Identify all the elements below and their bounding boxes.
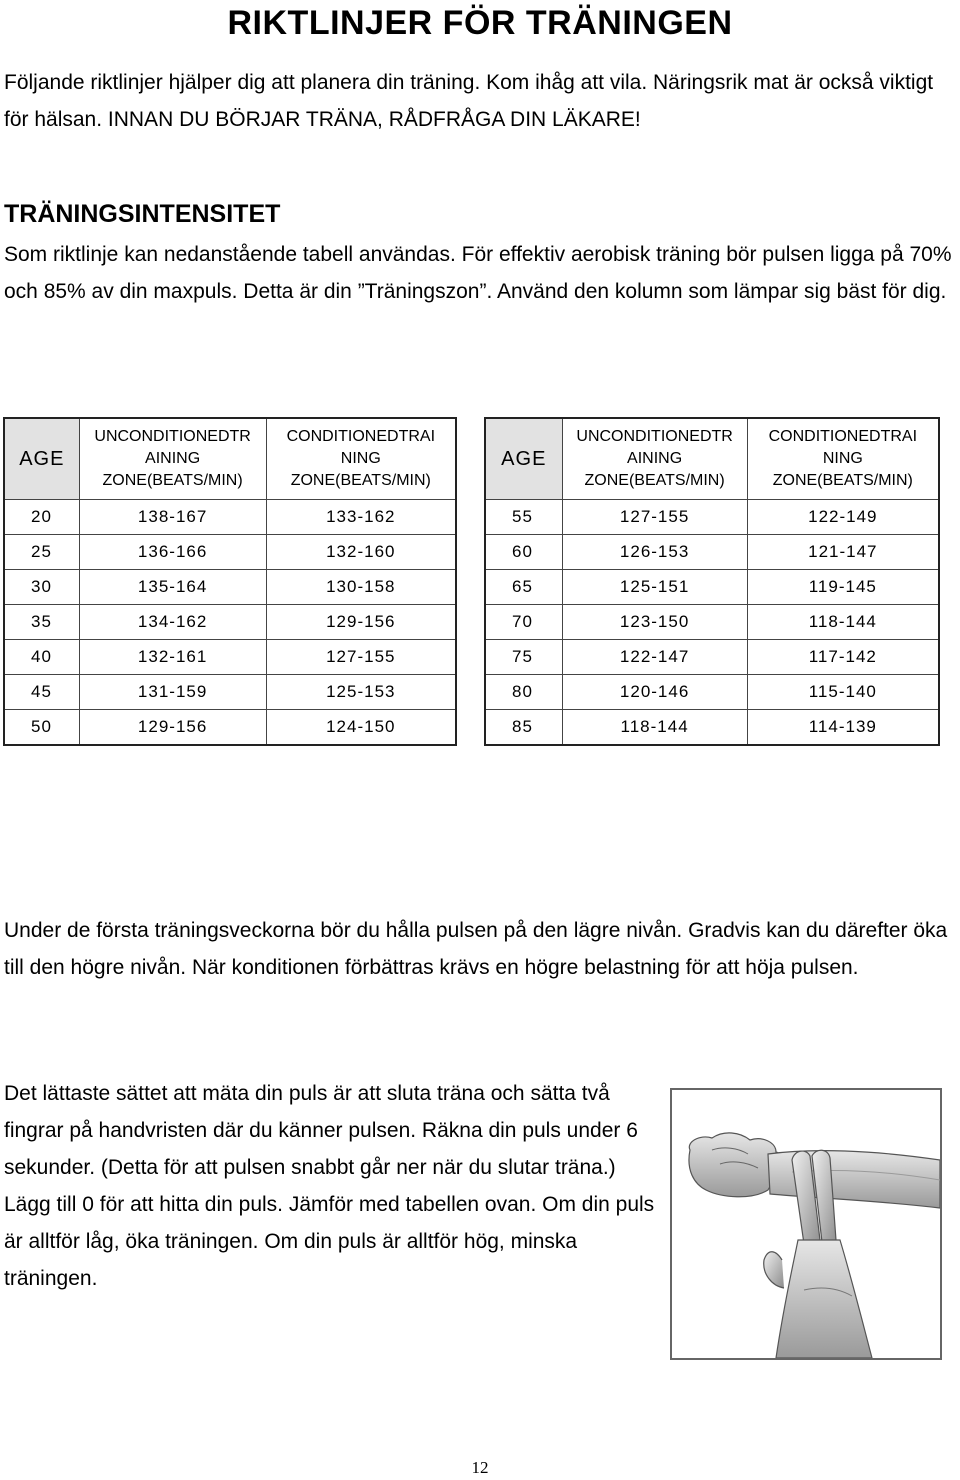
unconditioned-cell: 123-150	[563, 604, 748, 639]
age-cell: 70	[486, 604, 563, 639]
pulse-paragraph: Det lättaste sättet att mäta din puls är att sluta träna och sätta två fingrar på handvristen där du känner pulsen. Räkna din puls under 6 sekunder. (Detta för att pulsen snabbt går ner när du slutar träna.) Lägg till 0 för att hitta din puls. Jämför med tabellen ovan. Om din puls är alltför låg, öka träningen. Om din puls är alltför hög, minska träningen.	[4, 1082, 655, 1290]
header-line: ZONE(BEATS/MIN)	[772, 472, 913, 489]
age-header: AGE	[486, 419, 563, 499]
unconditioned-cell: 122-147	[563, 639, 748, 674]
table-row	[486, 534, 938, 569]
conditioned-cell: 115-140	[748, 674, 938, 709]
age-cell: 80	[486, 674, 563, 709]
age-cell: 20	[5, 499, 80, 534]
header-line: UNCONDITIONEDTR	[576, 428, 733, 445]
conditioned-cell: 114-139	[748, 709, 938, 744]
unconditioned-cell: 126-153	[563, 534, 748, 569]
header-line: NING	[822, 450, 863, 467]
unconditioned-cell: 118-144	[563, 709, 748, 744]
unconditioned-cell: 127-155	[563, 499, 748, 534]
hand-illustration	[672, 1090, 940, 1358]
table-row	[5, 674, 455, 709]
age-cell: 85	[486, 709, 563, 744]
conditioned-cell: 122-149	[748, 499, 938, 534]
header-line: ZONE(BEATS/MIN)	[584, 472, 725, 489]
conditioned-cell: 124-150	[267, 709, 455, 744]
unconditioned-cell: 131-159	[80, 674, 267, 709]
header-line: AINING	[145, 450, 201, 467]
conditioned-cell: 132-160	[267, 534, 455, 569]
under-paragraph: Under de första träningsveckorna bör du hålla pulsen på den lägre nivån. Gradvis kan du därefter öka till den högre nivån. När konditionen förbättras krävs en högre belastning för att höja pulsen.	[4, 919, 948, 979]
age-cell: 25	[5, 534, 80, 569]
page-number: 12	[471, 1458, 489, 1477]
age-cell: 60	[486, 534, 563, 569]
age-cell: 50	[5, 709, 80, 744]
header-line: ZONE(BEATS/MIN)	[290, 472, 431, 489]
conditioned-cell: 129-156	[267, 604, 455, 639]
conditioned-cell: 118-144	[748, 604, 938, 639]
unconditioned-header	[80, 419, 267, 499]
conditioned-cell: 125-153	[267, 674, 455, 709]
intro-paragraph: Följande riktlinjer hjälper dig att planera din träning. Kom ihåg att vila. Näringsrik mat är också viktigt för hälsan. INNAN DU BÖRJAR TRÄNA, RÅDFRÅGA DIN LÄKARE!	[4, 71, 934, 131]
unconditioned-cell: 125-151	[563, 569, 748, 604]
table-row	[486, 709, 938, 744]
age-cell: 75	[486, 639, 563, 674]
unconditioned-cell: 132-161	[80, 639, 267, 674]
conditioned-cell: 121-147	[748, 534, 938, 569]
training-zone-table-right	[484, 417, 940, 746]
conditioned-cell: 133-162	[267, 499, 455, 534]
conditioned-cell: 117-142	[748, 639, 938, 674]
table-row	[486, 569, 938, 604]
table-row	[5, 604, 455, 639]
age-cell: 35	[5, 604, 80, 639]
header-line: CONDITIONEDTRAI	[286, 428, 436, 445]
table-row	[5, 534, 455, 569]
table-row	[486, 604, 938, 639]
training-zone-table-left	[3, 417, 457, 746]
unconditioned-cell: 129-156	[80, 709, 267, 744]
age-cell: 65	[486, 569, 563, 604]
age-cell: 30	[5, 569, 80, 604]
table-row	[486, 674, 938, 709]
conditioned-cell: 130-158	[267, 569, 455, 604]
header-line: NING	[340, 450, 381, 467]
table-row	[5, 639, 455, 674]
unconditioned-cell: 120-146	[563, 674, 748, 709]
header-line: AINING	[627, 450, 683, 467]
header-line: CONDITIONEDTRAI	[768, 428, 918, 445]
table-row	[5, 709, 455, 744]
age-header: AGE	[5, 419, 80, 499]
unconditioned-cell: 136-166	[80, 534, 267, 569]
unconditioned-cell: 138-167	[80, 499, 267, 534]
age-cell: 45	[5, 674, 80, 709]
conditioned-header	[267, 419, 455, 499]
table-row	[486, 499, 938, 534]
conditioned-header	[748, 419, 938, 499]
wrist-pulse-photo	[670, 1088, 942, 1360]
header-line: ZONE(BEATS/MIN)	[102, 472, 243, 489]
unconditioned-header	[563, 419, 748, 499]
section-paragraph: Som riktlinje kan nedanstående tabell användas. För effektiv aerobisk träning bör pulsen ligga på 70% och 85% av din maxpuls. Detta är din ”Träningszon”. Använd den kolumn som lämpar sig bäst för dig.	[4, 243, 952, 303]
section-heading: TRÄNINGSINTENSITET	[4, 200, 281, 228]
unconditioned-cell: 135-164	[80, 569, 267, 604]
header-line: UNCONDITIONEDTR	[94, 428, 251, 445]
conditioned-cell: 119-145	[748, 569, 938, 604]
table-row	[5, 569, 455, 604]
unconditioned-cell: 134-162	[80, 604, 267, 639]
table-row	[486, 639, 938, 674]
age-cell: 55	[486, 499, 563, 534]
page-title: RIKTLINJER FÖR TRÄNINGEN	[227, 4, 733, 42]
age-cell: 40	[5, 639, 80, 674]
table-row	[5, 499, 455, 534]
conditioned-cell: 127-155	[267, 639, 455, 674]
